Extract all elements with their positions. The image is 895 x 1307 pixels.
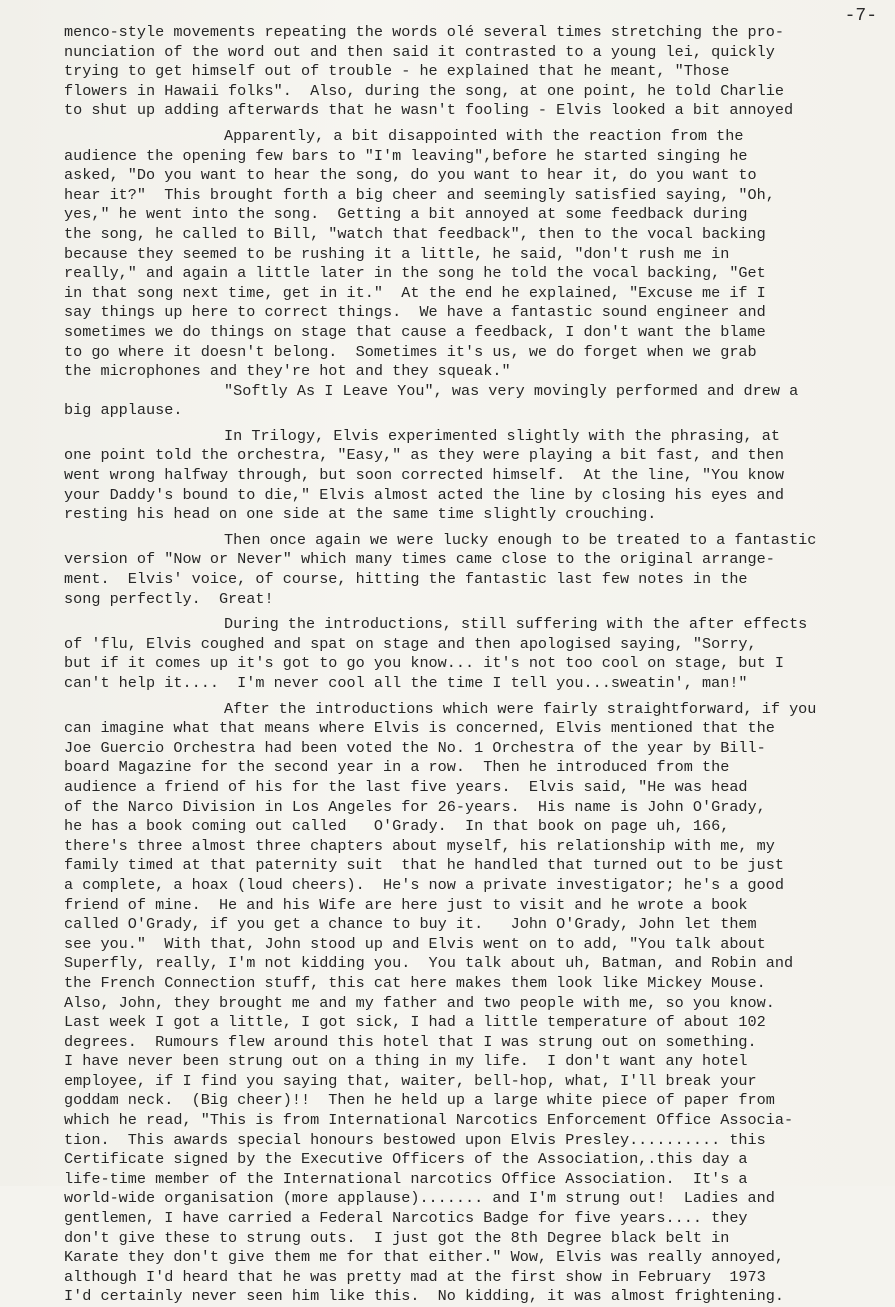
text-line: one point told the orchestra, "Easy," as they were playing a bit fast, and then: [64, 446, 785, 465]
text-line: called O'Grady, if you get a chance to buy it. John O'Grady, John let them: [64, 915, 757, 934]
text-line: employee, if I find you saying that, waiter, bell-hop, what, I'll break your: [64, 1071, 757, 1090]
text-line: nunciation of the word out and then said it contrasted to a young lei, quickly: [64, 42, 775, 61]
text-line: sometimes we do things on stage that cause a feedback, I don't want the blame: [64, 322, 766, 341]
text-line: Superfly, really, I'm not kidding you. You talk about uh, Batman, and Robin and: [64, 954, 794, 973]
text-line: During the introductions, still suffering with the after effects: [224, 615, 808, 634]
text-line: Certificate signed by the Executive Officers of the Association,.this day a: [64, 1150, 748, 1169]
text-line: trying to get himself out of trouble - he explained that he meant, "Those: [64, 62, 730, 81]
text-line: audience a friend of his for the last five years. Elvis said, "He was head: [64, 777, 748, 796]
text-line: flowers in Hawaii folks". Also, during the song, at one point, he told Charlie: [64, 81, 785, 100]
text-line: Karate they don't give them me for that either." Wow, Elvis was really annoyed,: [64, 1248, 785, 1267]
text-line: In Trilogy, Elvis experimented slightly with the phrasing, at: [224, 426, 780, 445]
text-line: Apparently, a bit disappointed with the reaction from the: [224, 126, 744, 145]
text-line: although I'd heard that he was pretty mad at the first show in February 1973: [64, 1267, 766, 1286]
text-line: Also, John, they brought me and my father and two people with me, so you know.: [64, 993, 775, 1012]
text-line: to shut up adding afterwards that he wasn't fooling - Elvis looked a bit annoyed: [64, 101, 794, 120]
text-line: can imagine what that means where Elvis is concerned, Elvis mentioned that the: [64, 719, 775, 738]
text-line: I'd certainly never seen him like this. No kidding, it was almost frightening.: [64, 1287, 785, 1306]
text-line: song perfectly. Great!: [64, 589, 274, 608]
text-line: hear it?" This brought forth a big cheer and seemingly satisfied saying, "Oh,: [64, 185, 775, 204]
text-line: world-wide organisation (more applause)....... and I'm strung out! Ladies and: [64, 1189, 775, 1208]
text-line: say things up here to correct things. We have a fantastic sound engineer and: [64, 303, 766, 322]
text-line: went wrong halfway through, but soon corrected himself. At the line, "You know: [64, 466, 785, 485]
text-line: don't give these to strung outs. I just got the 8th Degree black belt in: [64, 1228, 730, 1247]
text-line: gentlemen, I have carried a Federal Narcotics Badge for five years.... they: [64, 1209, 748, 1228]
text-line: the microphones and they're hot and they squeak.": [64, 362, 511, 381]
text-line: really," and again a little later in the song he told the vocal backing, "Get: [64, 264, 766, 283]
text-line: board Magazine for the second year in a row. Then he introduced from the: [64, 758, 730, 777]
text-line: can't help it.... I'm never cool all the time I tell you...sweatin', man!": [64, 674, 748, 692]
text-line: version of "Now or Never" which many times came close to the original arrange-: [64, 550, 775, 569]
text-line: he has a book coming out called O'Grady. In that book on page uh, 166,: [64, 817, 730, 836]
text-line: of the Narco Division in Los Angeles for 26-years. His name is John O'Grady,: [64, 797, 766, 816]
text-line: menco-style movements repeating the words olé several times stretching the pro-: [64, 23, 785, 41]
text-line: goddam neck. (Big cheer)!! Then he held up a large white piece of paper from: [64, 1091, 775, 1110]
text-line: family timed at that paternity suit that he handled that turned out to be just: [64, 856, 785, 875]
text-line: Last week I got a little, I got sick, I had a little temperature of about 102: [64, 1013, 766, 1032]
text-line: but if it comes up it's got to go you know... it's not too cool on stage, but I: [64, 654, 785, 673]
text-line: Then once again we were lucky enough to be treated to a fantastic: [224, 530, 817, 549]
text-line: because they seemed to be rushing it a little, he said, "don't rush me in: [64, 244, 730, 263]
text-line: a complete, a hoax (loud cheers). He's now a private investigator; he's a good: [64, 875, 785, 894]
text-line: resting his head on one side at the same time slightly crouching.: [64, 505, 657, 524]
text-line: After the introductions which were fairly straightforward, if you: [224, 699, 817, 718]
text-line: I have never been strung out on a thing in my life. I don't want any hotel: [64, 1052, 748, 1071]
text-line: "Softly As I Leave You", was very movingly performed and drew a: [224, 381, 799, 400]
text-line: there's three almost three chapters about myself, his relationship with me, my: [64, 836, 775, 855]
text-line: the song, he called to Bill, "watch that feedback", then to the vocal backing: [64, 224, 766, 243]
text-line: audience the opening few bars to "I'm leaving",before he started singing he: [64, 146, 748, 165]
text-line: of 'flu, Elvis coughed and spat on stage and then apologised saying, "Sorry,: [64, 634, 757, 653]
text-line: yes," he went into the song. Getting a bit annoyed at some feedback during: [64, 205, 748, 224]
text-line: degrees. Rumours flew around this hotel that I was strung out on something.: [64, 1032, 757, 1051]
text-line: to go where it doesn't belong. Sometimes it's us, we do forget when we grab: [64, 342, 757, 361]
text-line: see you." With that, John stood up and Elvis went on to add, "You talk about: [64, 934, 766, 953]
text-line: Joe Guercio Orchestra had been voted the No. 1 Orchestra of the year by Bill-: [64, 738, 766, 757]
text-line: friend of mine. He and his Wife are here just to visit and he wrote a book: [64, 895, 748, 914]
text-line: your Daddy's bound to die," Elvis almost acted the line by closing his eyes and: [64, 485, 785, 504]
text-line: which he read, "This is from International Narcotics Enforcement Office Associa-: [64, 1111, 794, 1130]
text-line: in that song next time, get in it." At the end he explained, "Excuse me if I: [64, 283, 766, 302]
text-line: the French Connection stuff, this cat here makes them look like Mickey Mouse.: [64, 973, 766, 992]
text-line: asked, "Do you want to hear the song, do you want to hear it, do you want to: [64, 166, 757, 185]
body-text: [64, 23, 888, 1307]
text-line: ment. Elvis' voice, of course, hitting the fantastic last few notes in the: [64, 570, 748, 589]
text-line: life-time member of the International narcotics Office Association. It's a: [64, 1169, 748, 1188]
text-line: tion. This awards special honours bestowed upon Elvis Presley.......... this: [64, 1130, 766, 1149]
page-number: -7-: [844, 6, 877, 26]
text-line: big applause.: [64, 401, 183, 420]
